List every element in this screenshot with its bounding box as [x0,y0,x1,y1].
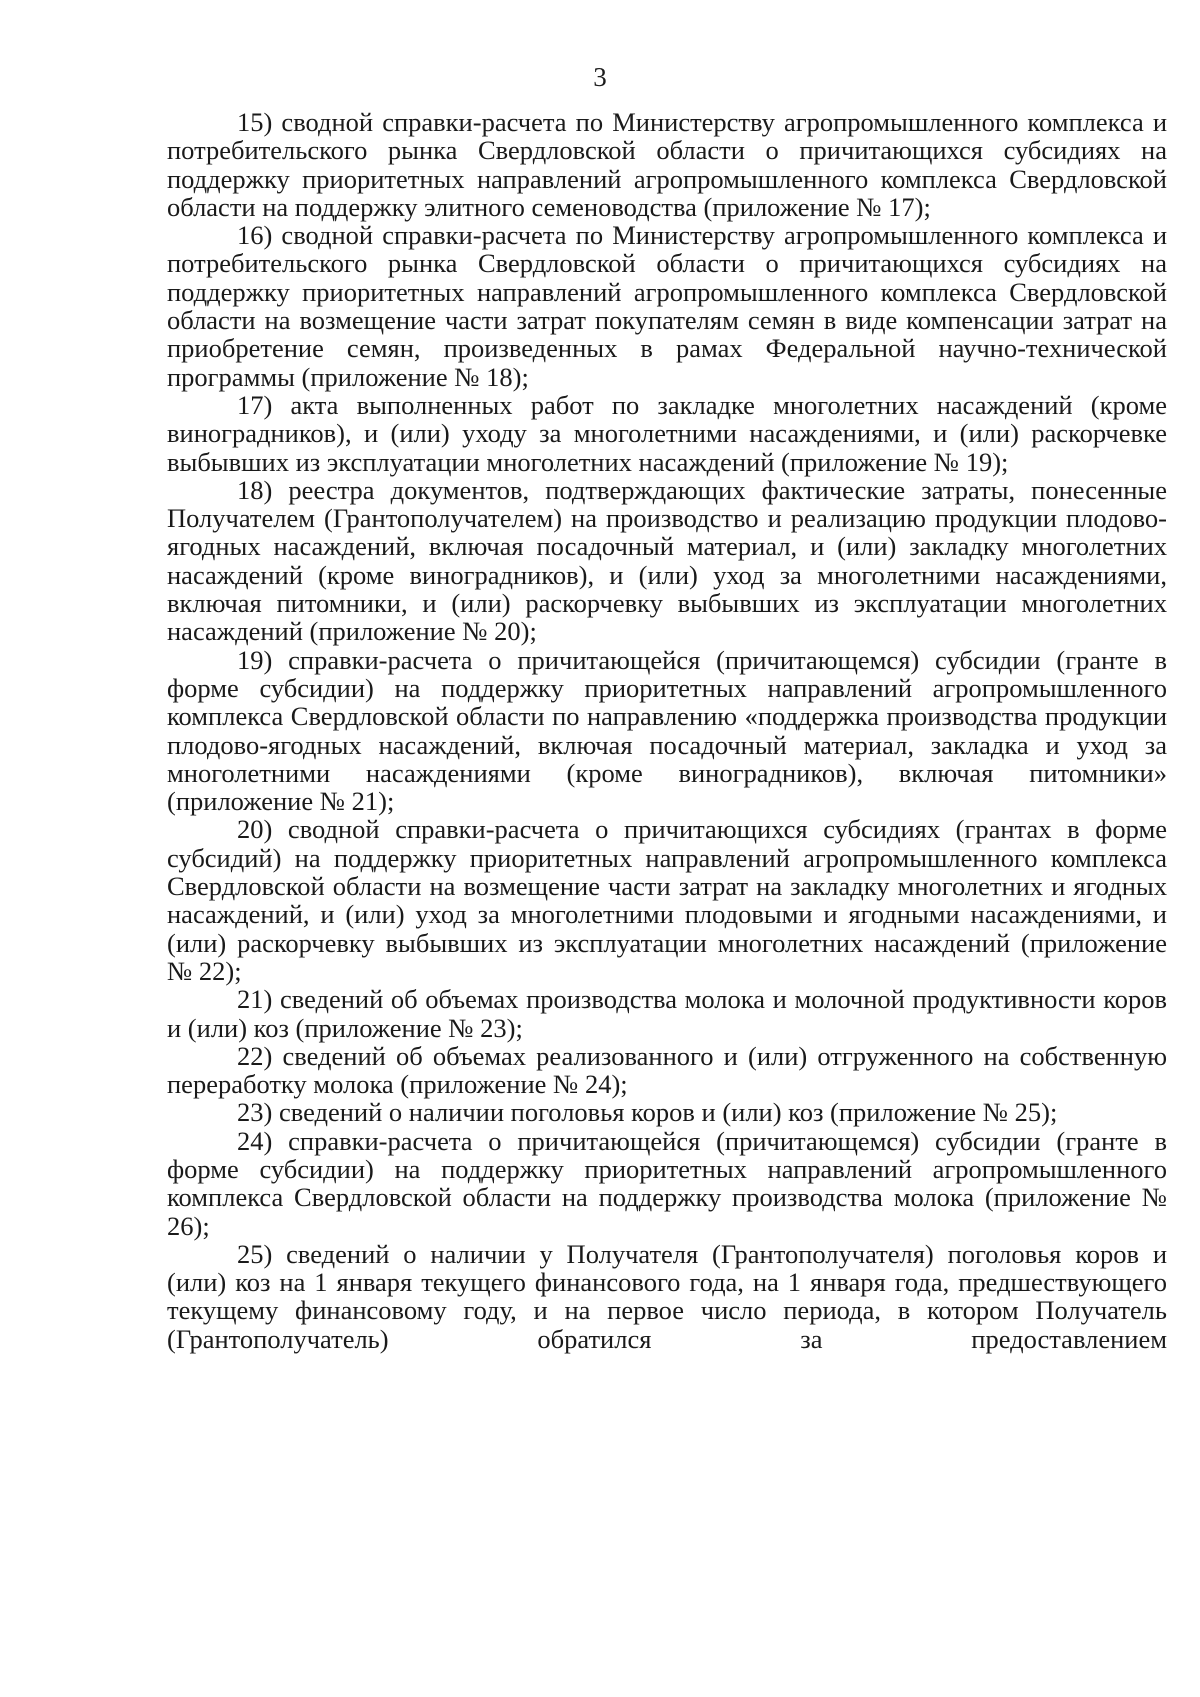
list-item-18: 18) реестра документов, подтверждающих фактические затраты, понесенные Получателем (Грантополучателем) на производство и реализацию продукции плодово-ягодных насаждений, включая посадочный материал, и (или) закладку многолетних насаждений (кроме виноградников), и (или) уход за многолетними насаждениями, включая питомники, и (или) раскорчевку выбывших из эксплуатации многолетних насаждений (приложение № 20); [167,474,1167,647]
list-item-17: 17) акта выполненных работ по закладке многолетних насаждений (кроме виноградников), и (или) уходу за многолетними насаждениями, и (или) раскорчевке выбывших из эксплуатации многолетних насаждений (приложение № 19); [167,389,1167,477]
list-item-22: 22) сведений об объемах реализованного и (или) отгруженного на собственную переработку молока (приложение № 24); [167,1040,1167,1100]
list-item-21: 21) сведений об объемах производства молока и молочной продуктивности коров и (или) коз (приложение № 23); [167,984,1167,1043]
list-item-24: 24) справки-расчета о причитающейся (причитающемся) субсидии (гранте в форме субсидии) на поддержку приоритетных направлений агропромышленного комплекса Свердловской области на поддержку производства молока (приложение № 26); [167,1125,1167,1241]
list-item-20: 20) сводной справки-расчета о причитающихся субсидиях (грантах в форме субсидий) на поддержку приоритетных направлений агропромышленного комплекса Свердловской области на возмещение части затрат на закладку многолетних и ягодных насаждений, и (или) уход за многолетними плодовыми и ягодными насаждениями, и (или) раскорчевку выбывших из эксплуатации многолетних насаждений (приложение № 22); [167,814,1167,986]
list-item-19: 19) справки-расчета о причитающейся (причитающемся) субсидии (гранте в форме субсидии) на поддержку приоритетных направлений агропромышленного комплекса Свердловской области по направлению «поддержка производства продукции плодово-ягодных насаждений, включая посадочный материал, закладка и уход за многолетними насаждениями (кроме виноградников), включая питомники» (приложение № 21); [167,644,1167,817]
list-item-23: 23) сведений о наличии поголовья коров и (или) коз (приложение № 25); [237,1097,1058,1128]
list-item-25: 25) сведений о наличии у Получателя (Грантополучателя) поголовья коров и (или) коз на 1 января текущего финансового года, на 1 января года, предшествующего текущему финансовому году, и на первое число периода, в котором Получатель (Грантополучатель) обратился за предоставлением [167,1238,1167,1354]
page-number: 3 [593,62,607,92]
document-body [167,108,1167,1353]
list-item-15: 15) сводной справки-расчета по Министерству агропромышленного комплекса и потребительского рынка Свердловской области о причитающихся субсидиях на поддержку приоритетных направлений агропромышленного комплекса Свердловской области на поддержку элитного семеноводства (приложение № 17); [167,107,1167,222]
list-item-16: 16) сводной справки-расчета по Министерству агропромышленного комплекса и потребительского рынка Свердловской области о причитающихся субсидиях на поддержку приоритетных направлений агропромышленного комплекса Свердловской области на возмещение части затрат покупателям семян в виде компенсации затрат на приобретение семян, произведенных в рамах Федеральной научно-технической программы (приложение № 18); [167,220,1167,392]
